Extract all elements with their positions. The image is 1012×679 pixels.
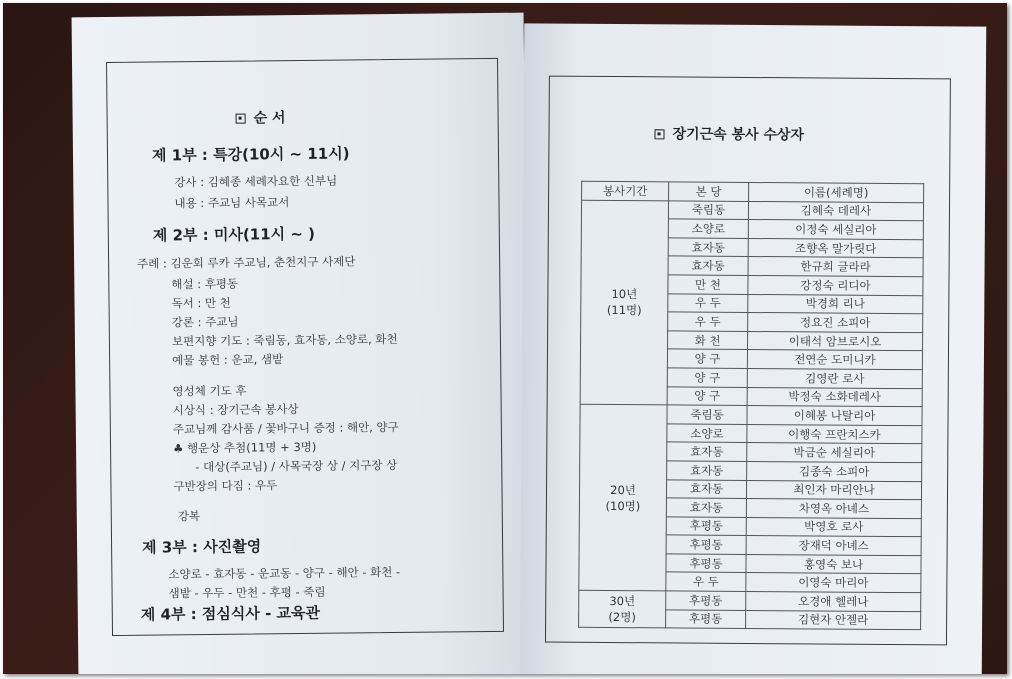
- part2-after-communion: 영성체 기도 후: [172, 383, 247, 399]
- table-row: [581, 200, 923, 221]
- parish-cell: 후평동: [666, 517, 746, 536]
- period-count: (11명): [606, 303, 642, 318]
- part2-celebrant: 주례 : 김운회 루카 주교님, 춘천지구 사제단: [137, 254, 356, 271]
- name-cell: 정요진 소피아: [748, 313, 923, 333]
- name-cell: 이행숙 프란치스카: [747, 424, 922, 444]
- part4-heading: 제 4부 : 점심식사 - 교육관: [140, 603, 321, 624]
- parish-cell: 양 구: [667, 386, 747, 405]
- part2-heading: 제 2부 : 미사(11시 ~ ): [152, 224, 316, 245]
- part2-offering: 예물 봉헌 : 운교, 샘밭: [172, 352, 284, 368]
- period-cell: [580, 200, 668, 405]
- name-cell: 이영숙 마리아: [746, 573, 921, 593]
- part2-pledge: 구반장의 다짐 : 우두: [173, 478, 278, 494]
- parish-cell: 화 천: [668, 331, 748, 350]
- name-cell: 박영호 로사: [746, 517, 921, 537]
- header-period: 봉사기간: [582, 181, 669, 200]
- name-cell: 한규희 글라라: [748, 257, 923, 277]
- parish-cell: 우 두: [666, 572, 746, 591]
- parish-cell: 우 두: [668, 312, 748, 331]
- table-header-row: [582, 181, 924, 202]
- awards-title: [654, 123, 804, 144]
- parish-cell: 후평동: [666, 554, 746, 573]
- right-page: [520, 23, 987, 674]
- parish-cell: 소양로: [667, 424, 747, 443]
- period-years: 20년: [610, 482, 636, 497]
- name-cell: 최인자 마리안나: [746, 480, 921, 500]
- period-years: 30년: [609, 594, 636, 609]
- part2-prizes: - 대상(주교님) / 사목국장 상 / 지구장 상: [195, 457, 398, 475]
- name-cell: 이혜봉 나탈리아: [747, 406, 922, 426]
- name-cell: 홍영숙 보나: [746, 554, 921, 574]
- parish-cell: 죽림동: [667, 405, 747, 424]
- parish-cell: 효자동: [667, 442, 747, 461]
- part3-heading: 제 3부 : 사진촬영: [142, 537, 262, 557]
- name-cell: 박금순 세실리아: [747, 443, 922, 463]
- part2-gift: 주교님께 감사품 / 꽃바구니 증정 : 해안, 양구: [172, 419, 399, 437]
- program-title-text: 순 서: [253, 110, 286, 127]
- part2-award-ceremony: 시상식 : 장기근속 봉사상: [172, 402, 299, 418]
- part2-homily: 강론 : 주교님: [171, 314, 239, 330]
- name-cell: 조향옥 말가릿다: [748, 238, 923, 258]
- right-page-frame: [545, 76, 951, 646]
- part2-lucky-draw: ♣ 행운상 추첨(11명 + 3명): [172, 439, 317, 456]
- awards-table: [578, 181, 924, 631]
- name-cell: 김영란 로사: [747, 368, 922, 388]
- name-cell: 박경희 리나: [748, 294, 923, 314]
- name-cell: 이태석 암브로시오: [748, 331, 923, 351]
- part1-content: 내용 : 주교님 사목교서: [174, 195, 290, 211]
- parish-cell: 소양로: [668, 219, 748, 238]
- parish-cell: 양 구: [667, 349, 747, 368]
- table-row: [580, 404, 922, 425]
- part2-blessing: 강복: [177, 509, 201, 524]
- period-count: (2명): [608, 610, 636, 625]
- name-cell: 김종숙 소피아: [747, 461, 922, 481]
- name-cell: 차영옥 아녜스: [746, 499, 921, 519]
- parish-cell: 양 구: [667, 368, 747, 387]
- header-parish: 본 당: [669, 182, 749, 201]
- part2-reading: 독서 : 만 천: [171, 295, 231, 311]
- photo-background: [3, 3, 1007, 674]
- parish-cell: 만 천: [668, 275, 748, 294]
- awards-table-body: [579, 200, 924, 630]
- name-cell: 김혜숙 데레사: [748, 201, 923, 221]
- name-cell: 장재덕 아녜스: [746, 536, 921, 556]
- left-page: [72, 13, 531, 674]
- parish-cell: 후평동: [666, 610, 746, 629]
- name-cell: 박정숙 소화데레사: [747, 387, 922, 407]
- parish-cell: 우 두: [668, 293, 748, 312]
- parish-cell: 효자동: [668, 256, 748, 275]
- square-bullet-icon: [654, 129, 664, 139]
- parish-cell: 죽림동: [668, 201, 748, 220]
- parish-cell: 효자동: [666, 479, 746, 498]
- name-cell: 오경애 헬레나: [746, 592, 921, 612]
- name-cell: 전연순 도미니카: [747, 350, 922, 370]
- part2-commentary: 해설 : 후평동: [171, 276, 239, 292]
- part2-prayer: 보편지향 기도 : 죽림동, 효자동, 소양로, 화천: [171, 331, 398, 349]
- parish-cell: 효자동: [666, 498, 746, 517]
- part1-heading: 제 1부 : 특강(10시 ~ 11시): [151, 144, 350, 165]
- awards-title-text: 장기근속 봉사 수상자: [672, 126, 805, 144]
- table-row: [579, 590, 921, 611]
- name-cell: 강정숙 리디아: [748, 275, 923, 295]
- parish-cell: 후평동: [666, 591, 746, 610]
- period-count: (10명): [605, 498, 641, 513]
- part3-order-line1: 소양로 - 효자동 - 운교동 - 양구 - 해안 - 화천 -: [168, 564, 401, 582]
- period-cell: [579, 590, 666, 628]
- square-bullet-icon: [236, 114, 246, 124]
- parish-cell: 효자동: [667, 461, 747, 480]
- parish-cell: 효자동: [668, 238, 748, 257]
- part1-lecturer: 강사 : 김혜종 세례자요한 신부님: [174, 173, 338, 190]
- parish-cell: 후평동: [666, 535, 746, 554]
- left-page-frame: [106, 58, 504, 636]
- name-cell: 김현자 안젤라: [746, 610, 921, 630]
- part3-order-line2: 샘밭 - 우두 - 만천 - 후평 - 죽림: [168, 584, 326, 601]
- period-cell: [579, 404, 667, 591]
- name-cell: 이정숙 세실리아: [748, 220, 923, 240]
- header-name: 이름(세례명): [749, 182, 924, 202]
- program-title: [236, 107, 286, 128]
- period-years: 10년: [611, 287, 638, 302]
